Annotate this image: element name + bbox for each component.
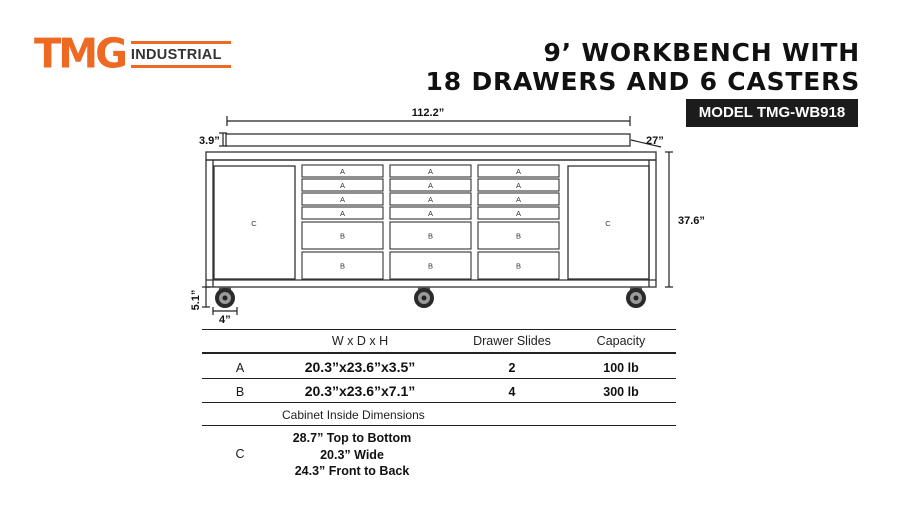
row-c-label: C — [235, 447, 245, 461]
row-b-size: 20.3”x23.6”x7.1” — [304, 383, 416, 399]
caster-wheel — [215, 287, 235, 308]
drawer-b-label: B — [427, 231, 434, 241]
table-rule-row-b — [202, 402, 676, 403]
drawer-a-label: A — [339, 181, 346, 190]
row-a-size: 20.3”x23.6”x3.5” — [304, 359, 416, 375]
table-rule-header — [202, 352, 676, 354]
row-a-capacity: 100 lb — [603, 361, 639, 375]
row-b-slides: 4 — [508, 385, 516, 399]
drawer-a-label: A — [339, 209, 346, 218]
drawer-a-label: A — [515, 209, 522, 218]
drawer-a-label: A — [515, 167, 522, 176]
dim-caster-height: 5.1” — [190, 289, 202, 311]
drawer-b-label: B — [427, 261, 434, 271]
left-cabinet-label: C — [251, 219, 257, 228]
dim-caster-width: 4” — [219, 314, 231, 326]
table-rule-row-a — [202, 378, 676, 379]
title-line-2: 18 DRAWERS AND 6 CASTERS — [425, 67, 860, 96]
drawer-a-label: A — [427, 195, 434, 204]
title-line-1: 9’ WORKBENCH WITH — [543, 38, 860, 67]
header-slides: Drawer Slides — [473, 334, 551, 348]
caster-wheel — [626, 287, 646, 308]
table-rule-cabinet — [202, 425, 676, 426]
row-a-label: A — [235, 361, 245, 375]
caster-wheel — [414, 287, 434, 308]
drawer-a-label: A — [515, 181, 522, 190]
row-a-slides: 2 — [508, 361, 516, 375]
drawer-b-label: B — [515, 261, 522, 271]
cabinet-line-height: 28.7” Top to Bottom — [292, 431, 412, 445]
header-capacity: Capacity — [596, 334, 646, 348]
worktop — [206, 152, 656, 160]
dim-backsplash: 3.9” — [199, 135, 220, 147]
cabinet-line-depth: 24.3” Front to Back — [294, 464, 410, 478]
header-size: W x D x H — [331, 334, 389, 348]
dim-depth: 27” — [646, 135, 664, 147]
drawer-a-label: A — [427, 167, 434, 176]
table-rule-top — [202, 329, 676, 330]
drawer-b-label: B — [515, 231, 522, 241]
drawer-a-label: A — [339, 195, 346, 204]
dim-width: 112.2” — [411, 107, 445, 119]
logo-industrial: INDUSTRIAL — [130, 46, 222, 63]
row-b-label: B — [235, 385, 245, 399]
drawer-a-label: A — [427, 209, 434, 218]
backsplash — [226, 134, 630, 146]
cabinet-header: Cabinet Inside Dimensions — [282, 408, 425, 422]
row-b-capacity: 300 lb — [603, 385, 639, 399]
drawer-b-label: B — [339, 231, 346, 241]
right-cabinet-label: C — [605, 219, 611, 228]
drawer-a-label: A — [515, 195, 522, 204]
dim-height: 37.6” — [678, 215, 705, 227]
logo-tmg: TMG — [34, 30, 125, 78]
cabinet-line-width: 20.3” Wide — [320, 447, 384, 462]
drawer-b-label: B — [339, 261, 346, 271]
drawer-a-label: A — [339, 167, 346, 176]
cabinet-dimensions — [272, 430, 432, 480]
drawer-a-label: A — [427, 181, 434, 190]
model-badge: MODEL TMG-WB918 — [686, 99, 858, 127]
